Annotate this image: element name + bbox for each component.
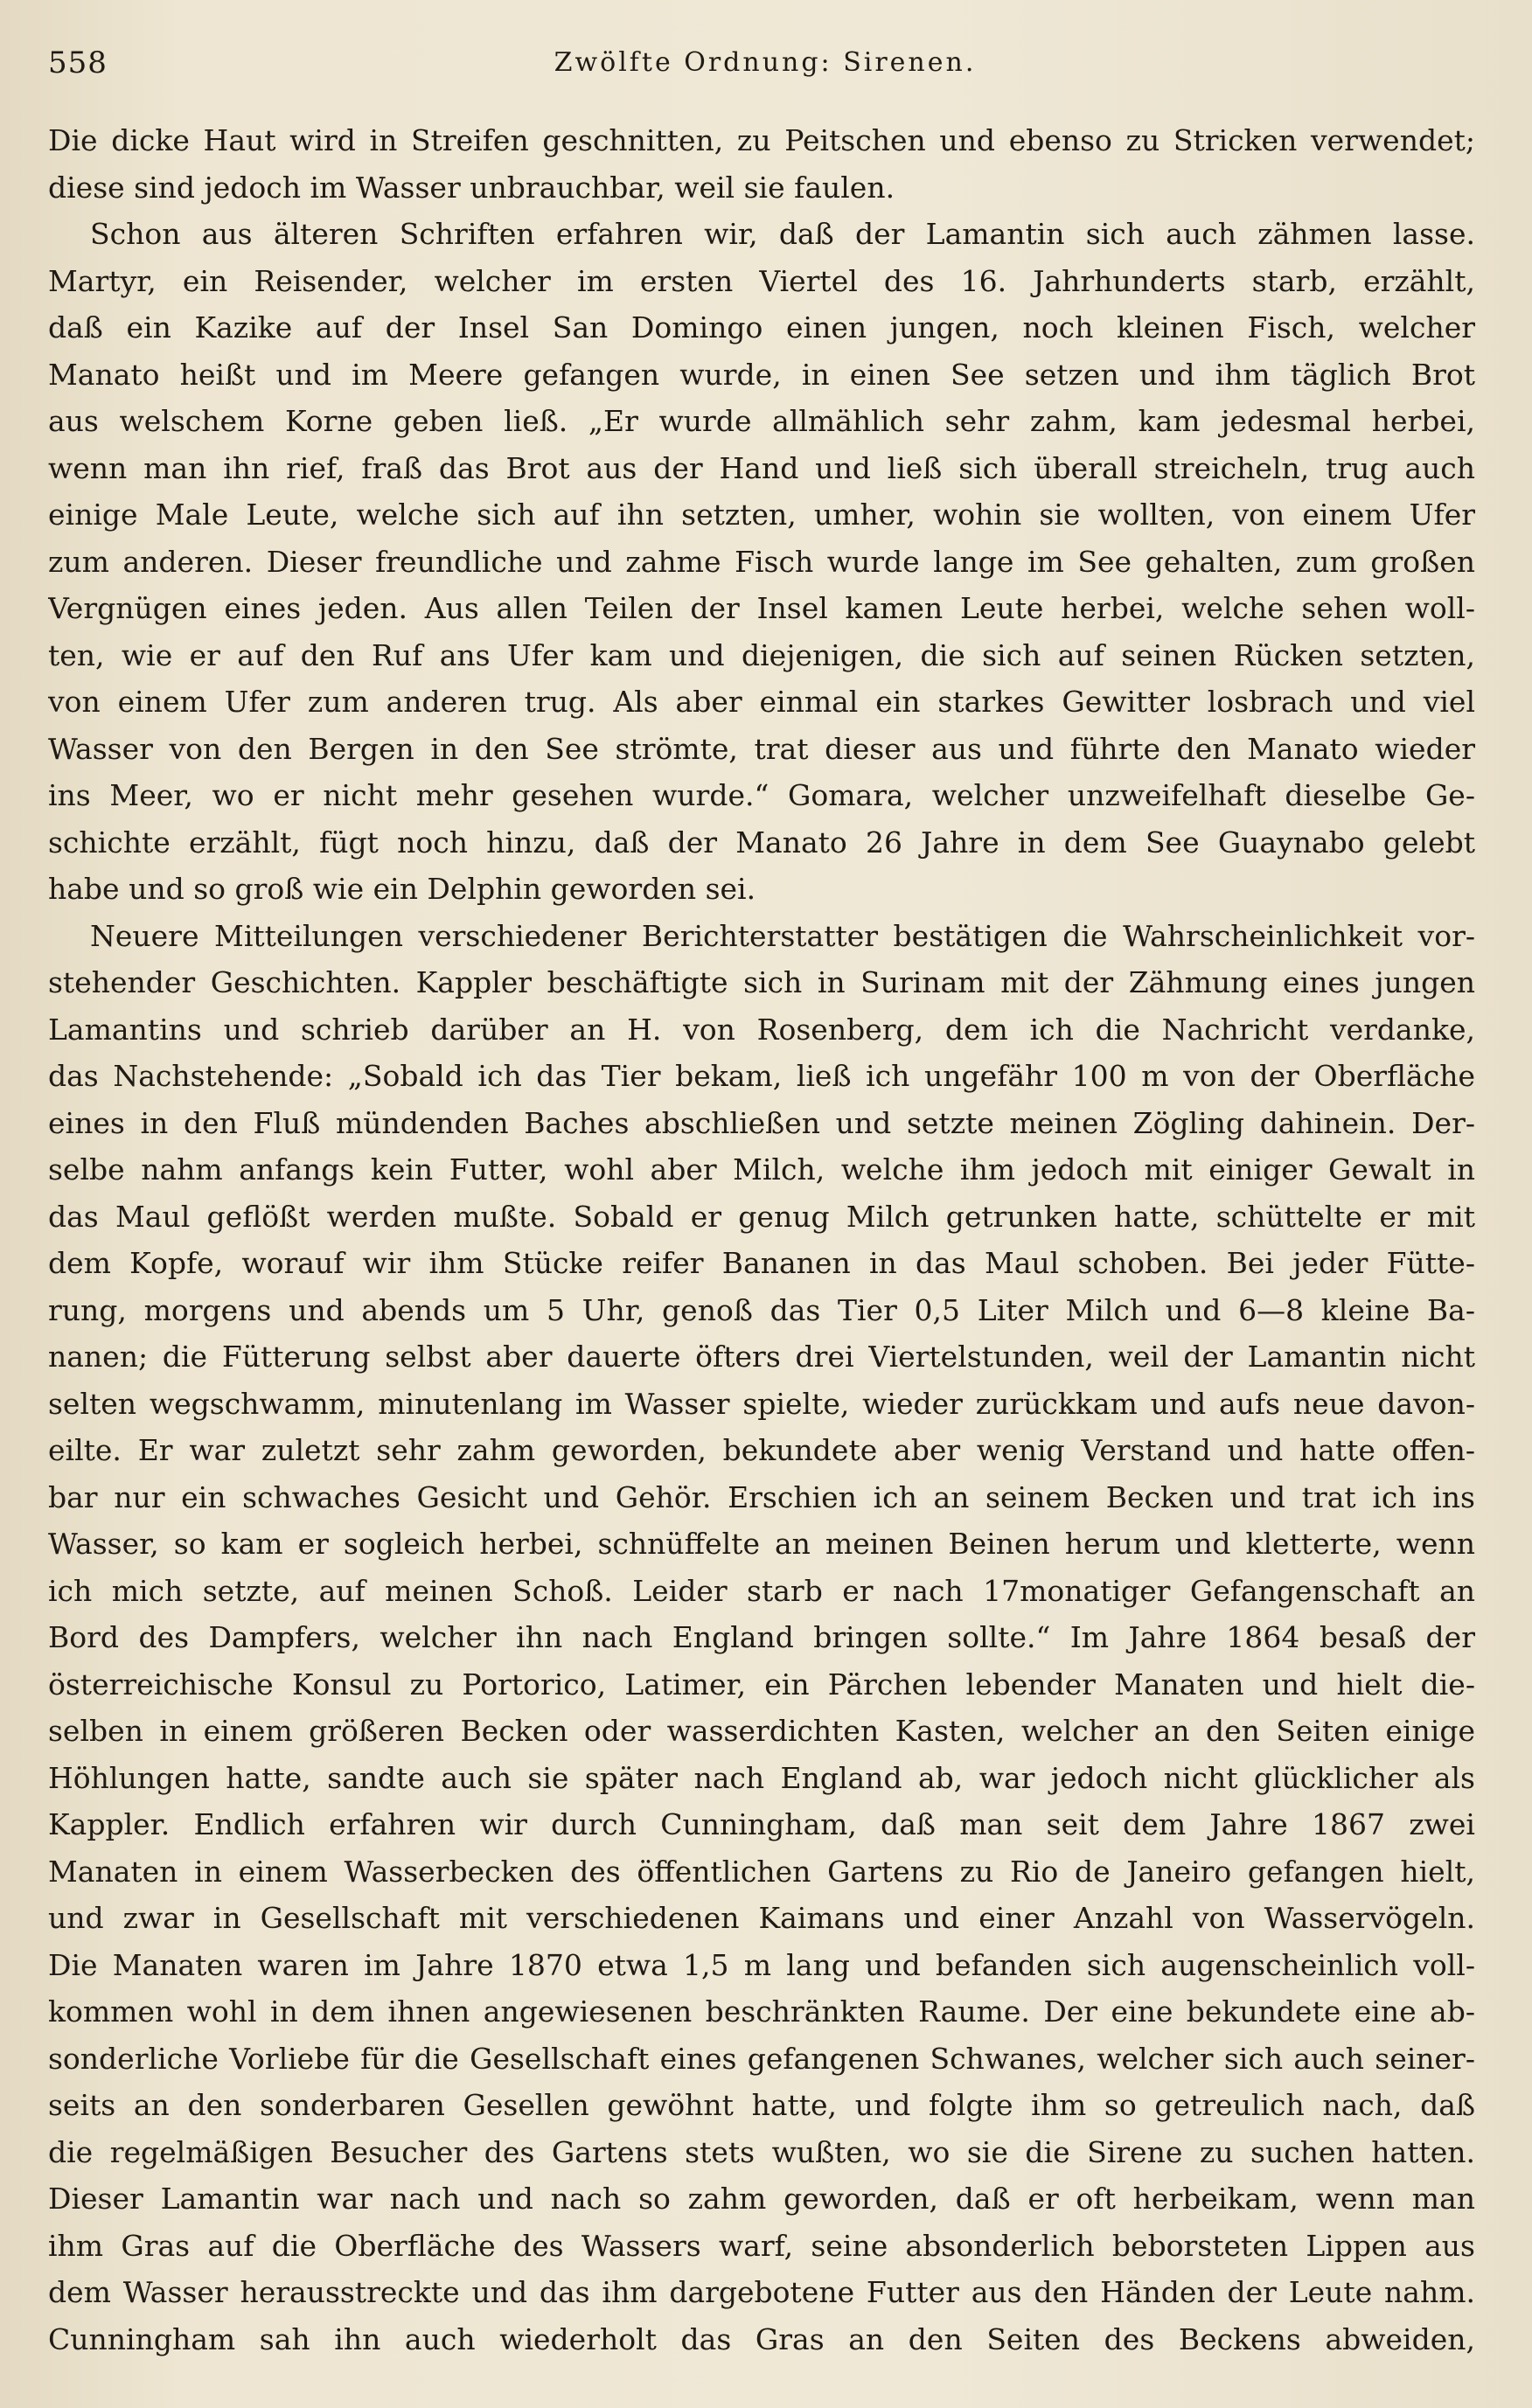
text-line: ihm Gras auf die Oberfläche des Wassers warf, seine absonderlich beborsteten Lippen aus (48, 2228, 1475, 2263)
text-line: ins Meer, wo er nicht mehr gesehen wurde.“ Gomara, welcher unzweifelhaft dieselbe Ge- (48, 778, 1475, 812)
text-line: Manato heißt und im Meere gefangen wurde, in einen See setzen und ihm täglich Brot (48, 357, 1475, 392)
text-line: zum anderen. Dieser freundliche und zahme Fisch wurde lange im See gehalten, zum großen (48, 544, 1475, 579)
text-line: Cunningham sah ihn auch wiederholt das Gras an den Seiten des Beckens abweiden, (48, 2321, 1475, 2356)
text-line: Vergnügen eines jeden. Aus allen Teilen der Insel kamen Leute herbei, welche sehen woll- (48, 591, 1475, 625)
text-line: selten wegschwamm, minutenlang im Wasser spielte, wieder zurückkam und aufs neue davon- (48, 1386, 1475, 1421)
text-line: selben in einem größeren Becken oder wasserdichten Kasten, welcher an den Seiten einige (48, 1714, 1475, 1748)
text-line: einige Male Leute, welche sich auf ihn setzten, umher, wohin sie wollten, von einem Ufer (48, 498, 1475, 532)
text-line: selbe nahm anfangs kein Futter, wohl aber Milch, welche ihm jedoch mit einiger Gewalt in (48, 1152, 1475, 1187)
text-line: rung, morgens und abends um 5 Uhr, genoß das Tier 0,5 Liter Milch und 6—8 kleine Ba- (48, 1292, 1475, 1327)
text-line: nanen; die Fütterung selbst aber dauerte öfters drei Viertelstunden, weil der Lamantin nicht (48, 1340, 1475, 1374)
text-line: dem Kopfe, worauf wir ihm Stücke reifer Bananen in das Maul schoben. Bei jeder Fütte- (48, 1246, 1475, 1280)
text-line: und zwar in Gesellschaft mit verschiedenen Kaimans und einer Anzahl von Wasservögeln. (48, 1901, 1475, 1935)
text-line: ten, wie er auf den Ruf ans Ufer kam und diejenigen, die sich auf seinen Rücken setzten, (48, 637, 1475, 672)
text-line: Die Manaten waren im Jahre 1870 etwa 1,5 m lang und befanden sich augenscheinlich voll- (48, 1947, 1475, 1982)
text-line: daß ein Kazike auf der Insel San Domingo einen jungen, noch kleinen Fisch, welcher (48, 310, 1475, 344)
text-line: aus welschem Korne geben ließ. „Er wurde allmählich sehr zahm, kam jedesmal herbei, (48, 404, 1475, 438)
paragraph (48, 211, 1475, 913)
page-header (48, 45, 1482, 98)
text-line: dem Wasser herausstreckte und das ihm dargebotene Futter aus den Händen der Leute nahm. (48, 2275, 1475, 2309)
text-line: das Maul geflößt werden mußte. Sobald er genug Milch getrunken hatte, schüttelte er mit (48, 1199, 1475, 1234)
text-line: Bord des Dampfers, welcher ihn nach England bringen sollte.“ Im Jahre 1864 besaß der (48, 1620, 1475, 1654)
text-line: sonderliche Vorliebe für die Gesellschaft eines gefangenen Schwanes, welcher sich auch seiner- (48, 2041, 1475, 2076)
text-line: Die dicke Haut wird in Streifen geschnitten, zu Peitschen und ebenso zu Stricken verwendet; (48, 123, 1475, 157)
text-line: ich mich setzte, auf meinen Schoß. Leider starb er nach 17monatiger Gefangenschaft an (48, 1573, 1475, 1608)
text-line: die regelmäßigen Besucher des Gartens stets wußten, wo sie die Sirene zu suchen hatten. (48, 2134, 1475, 2169)
text-line: Kappler. Endlich erfahren wir durch Cunningham, daß man seit dem Jahre 1867 zwei (48, 1807, 1475, 1841)
text-line: wenn man ihn rief, fraß das Brot aus der Hand und ließ sich überall streicheln, trug auch (48, 450, 1475, 485)
body-text (48, 117, 1475, 2363)
text-line: von einem Ufer zum anderen trug. Als aber einmal ein starkes Gewitter losbrach und viel (48, 685, 1475, 719)
paragraph (48, 913, 1475, 2363)
text-line: Martyr, ein Reisender, welcher im ersten Viertel des 16. Jahrhunderts starb, erzählt, (48, 263, 1475, 298)
page-number: 558 (48, 45, 108, 80)
text-line: stehender Geschichten. Kappler beschäftigte sich in Surinam mit der Zähmung eines jungen (48, 965, 1475, 999)
text-line: Höhlungen hatte, sandte auch sie später nach England ab, war jedoch nicht glücklicher als (48, 1760, 1475, 1795)
text-line: kommen wohl in dem ihnen angewiesenen beschränkten Raume. Der eine bekundete eine ab- (48, 1994, 1475, 2029)
text-line: eines in den Fluß mündenden Baches abschließen und setzte meinen Zögling dahinein. Der- (48, 1105, 1475, 1140)
text-line: Dieser Lamantin war nach und nach so zahm geworden, daß er oft herbeikam, wenn man (48, 2182, 1475, 2216)
text-line: eilte. Er war zuletzt sehr zahm geworden, bekundete aber wenig Verstand und hatte offen- (48, 1433, 1475, 1467)
text-line: seits an den sonderbaren Gesellen gewöhnt hatte, und folgte ihm so getreulich nach, daß (48, 2088, 1475, 2122)
text-line: österreichische Konsul zu Portorico, Latimer, ein Pärchen lebender Manaten und hielt die- (48, 1667, 1475, 1702)
text-line: diese sind jedoch im Wasser unbrauchbar, weil sie faulen. (48, 170, 895, 205)
text-line: Schon aus älteren Schriften erfahren wir, daß der Lamantin sich auch zähmen lasse. (90, 217, 1475, 251)
text-line: bar nur ein schwaches Gesicht und Gehör. Erschien ich an seinem Becken und trat ich ins (48, 1479, 1475, 1514)
text-line: Manaten in einem Wasserbecken des öffentlichen Gartens zu Rio de Janeiro gefangen hielt, (48, 1854, 1475, 1889)
text-line: Neuere Mitteilungen verschiedener Berichterstatter bestätigen die Wahrscheinlichkeit vor- (90, 918, 1475, 953)
text-line: Wasser von den Bergen in den See strömte, trat dieser aus und führte den Manato wieder (48, 731, 1475, 766)
text-line: habe und so groß wie ein Delphin geworden sei. (48, 872, 756, 906)
running-head: Zwölfte Ordnung: Sirenen. (554, 47, 977, 78)
paragraph (48, 117, 1475, 211)
text-line: Wasser, so kam er sogleich herbei, schnüffelte an meinen Beinen herum und kletterte, wenn (48, 1527, 1475, 1561)
text-line: das Nachstehende: „Sobald ich das Tier bekam, ließ ich ungefähr 100 m von der Oberfläche (48, 1059, 1475, 1093)
text-line: Lamantins und schrieb darüber an H. von Rosenberg, dem ich die Nachricht verdanke, (48, 1012, 1475, 1047)
text-line: schichte erzählt, fügt noch hinzu, daß der Manato 26 Jahre in dem See Guaynabo gelebt (48, 825, 1475, 860)
